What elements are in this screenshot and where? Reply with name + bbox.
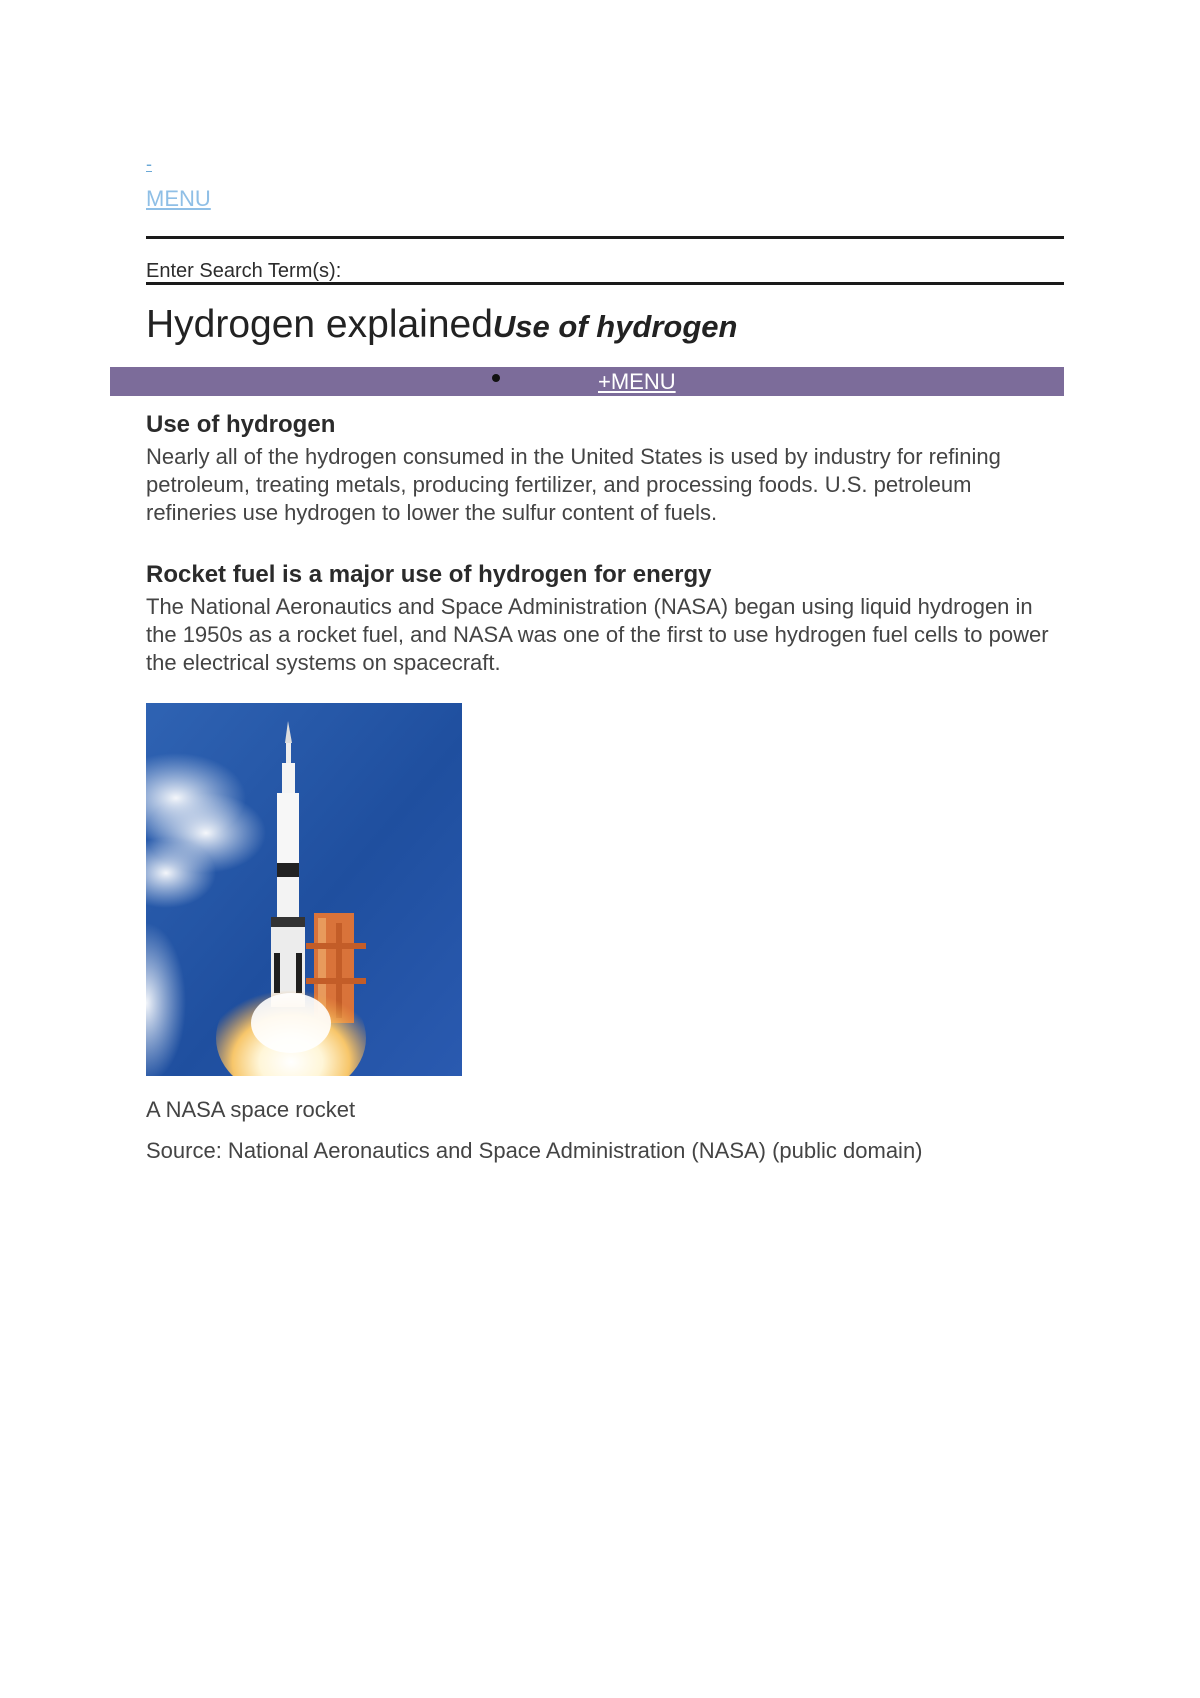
search-label: Enter Search Term(s): [146,260,342,282]
nav-menu-button[interactable]: +MENU [598,369,676,394]
section-heading: Rocket fuel is a major use of hydrogen for energy [146,561,712,588]
section-body: Nearly all of the hydrogen consumed in the United States is used by industry for refining petroleum, treating metals, producing fertilizer, and processing foods. U.S. petroleum refineries use hydrogen to lower the sulfur content of fuels. [146,444,1001,525]
search-top-divider [146,236,1064,239]
figure-source: Source: National Aeronautics and Space Administration (NASA) (public domain) [146,1138,923,1163]
section-use-of-hydrogen [146,410,1064,527]
menu-link[interactable]: MENU [146,186,211,211]
section-body: The National Aeronautics and Space Administration (NASA) began using liquid hydrogen in the 1950s as a rocket fuel, and NASA was one of the first to use hydrogen fuel cells to power the electrical systems on spacecraft. [146,594,1049,675]
page-title-main: Hydrogen explained [146,303,493,346]
nav-bullet-icon [492,374,500,382]
section-rocket-fuel [146,560,1064,677]
search-bottom-divider [146,282,1064,285]
header-top-link[interactable]: - [146,154,152,174]
page-title [146,302,738,350]
section-heading: Use of hydrogen [146,411,336,438]
page-title-sub: Use of hydrogen [492,309,738,344]
nav-bar [110,367,1064,396]
rocket-launch-image [146,703,462,1076]
figure-caption: A NASA space rocket [146,1097,356,1122]
